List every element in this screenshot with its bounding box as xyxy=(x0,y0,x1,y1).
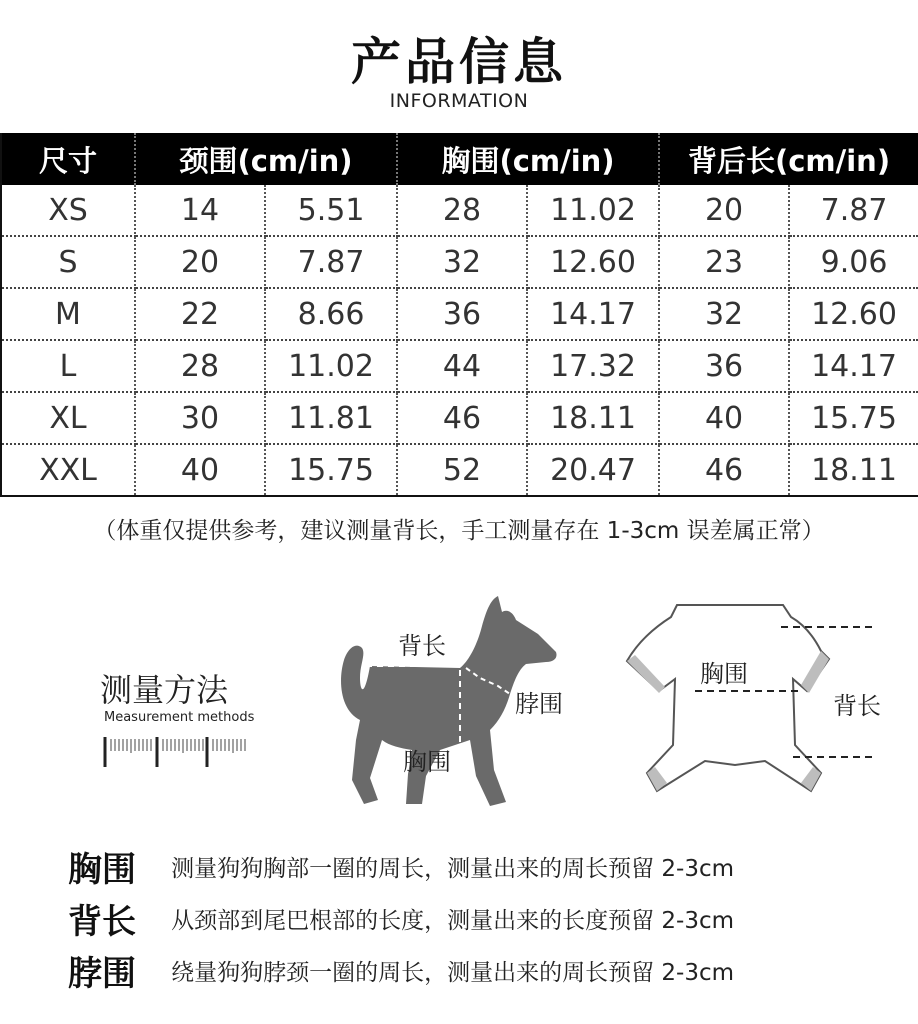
table-cell: 9.06 xyxy=(789,236,918,288)
table-cell: XXL xyxy=(1,444,135,496)
table-cell: S xyxy=(1,236,135,288)
table-cell: 7.87 xyxy=(265,236,397,288)
description-neck xyxy=(68,946,734,995)
measurement-note: （体重仅提供参考，建议测量背长，手工测量存在 1-3cm 误差属正常） xyxy=(93,518,825,544)
header-back-length: 背后长(cm/in) xyxy=(659,133,918,185)
table-cell: 40 xyxy=(135,444,265,496)
table-cell: 12.60 xyxy=(527,236,659,288)
table-row xyxy=(1,288,918,340)
table-cell: 22 xyxy=(135,288,265,340)
description-text: 从颈部到尾巴根部的长度，测量出来的长度预留 2-3cm xyxy=(171,908,735,934)
table-cell: 17.32 xyxy=(527,340,659,392)
table-cell: 11.02 xyxy=(527,185,659,236)
table-row xyxy=(1,340,918,392)
header-neck: 颈围(cm/in) xyxy=(135,133,397,185)
table-cell: 12.60 xyxy=(789,288,918,340)
table-row xyxy=(1,236,918,288)
table-cell: 40 xyxy=(659,392,789,444)
coat-back-label: 背长 xyxy=(833,692,881,720)
table-cell: 11.81 xyxy=(265,392,397,444)
table-cell: 5.51 xyxy=(265,185,397,236)
description-term: 胸围 xyxy=(68,850,136,890)
coat-chest-label: 胸围 xyxy=(700,660,748,688)
table-cell: 20.47 xyxy=(527,444,659,496)
table-cell: 46 xyxy=(659,444,789,496)
table-cell: L xyxy=(1,340,135,392)
dog-back-label: 背长 xyxy=(398,632,446,660)
table-cell: 18.11 xyxy=(811,452,897,488)
page-subtitle: INFORMATION xyxy=(389,90,529,112)
table-cell: 36 xyxy=(659,340,789,392)
description-text: 测量狗狗胸部一圈的周长，测量出来的周长预留 2-3cm xyxy=(171,856,735,882)
table-cell: 28 xyxy=(397,185,527,236)
description-term: 脖围 xyxy=(68,954,136,994)
table-cell: 11.02 xyxy=(265,340,397,392)
table-cell: 32 xyxy=(397,236,527,288)
table-cell: 52 xyxy=(397,444,527,496)
table-cell: 23 xyxy=(659,236,789,288)
description-text: 绕量狗狗脖颈一圈的周长，测量出来的周长预留 2-3cm xyxy=(171,960,735,986)
table-cell: 36 xyxy=(397,288,527,340)
table-row xyxy=(1,444,918,496)
table-cell: 20 xyxy=(659,185,789,236)
dog-neck-label: 脖围 xyxy=(515,690,563,718)
table-cell: 44 xyxy=(397,340,527,392)
description-term: 背长 xyxy=(68,902,136,942)
description-back-length xyxy=(68,894,734,943)
table-row xyxy=(1,392,918,444)
table-cell: 28 xyxy=(135,340,265,392)
table-cell: M xyxy=(1,288,135,340)
header-size: 尺寸 xyxy=(1,133,135,185)
method-subtitle: Measurement methods xyxy=(104,710,255,725)
table-cell: 46 xyxy=(397,392,527,444)
dog-chest-label: 胸围 xyxy=(403,748,451,776)
table-cell: 20 xyxy=(135,236,265,288)
table-cell: 14.17 xyxy=(527,288,659,340)
method-title: 测量方法 xyxy=(100,671,229,709)
table-cell: 30 xyxy=(135,392,265,444)
table-header-row xyxy=(1,133,918,185)
table-row xyxy=(1,185,918,236)
table-cell: 15.75 xyxy=(789,392,918,444)
table-cell: 32 xyxy=(659,288,789,340)
page-title: 产品信息 xyxy=(351,33,567,91)
description-chest xyxy=(68,842,734,891)
table-cell: 14 xyxy=(135,185,265,236)
header-chest: 胸围(cm/in) xyxy=(397,133,659,185)
table-cell: 15.75 xyxy=(265,444,397,496)
table-cell: 18.11 xyxy=(527,392,659,444)
table-cell: 7.87 xyxy=(789,185,918,236)
size-table xyxy=(0,133,918,497)
table-cell: XS xyxy=(1,185,135,236)
table-cell: 8.66 xyxy=(265,288,397,340)
ruler-icon xyxy=(103,735,253,769)
table-cell: XL xyxy=(1,392,135,444)
table-cell: 14.17 xyxy=(789,340,918,392)
